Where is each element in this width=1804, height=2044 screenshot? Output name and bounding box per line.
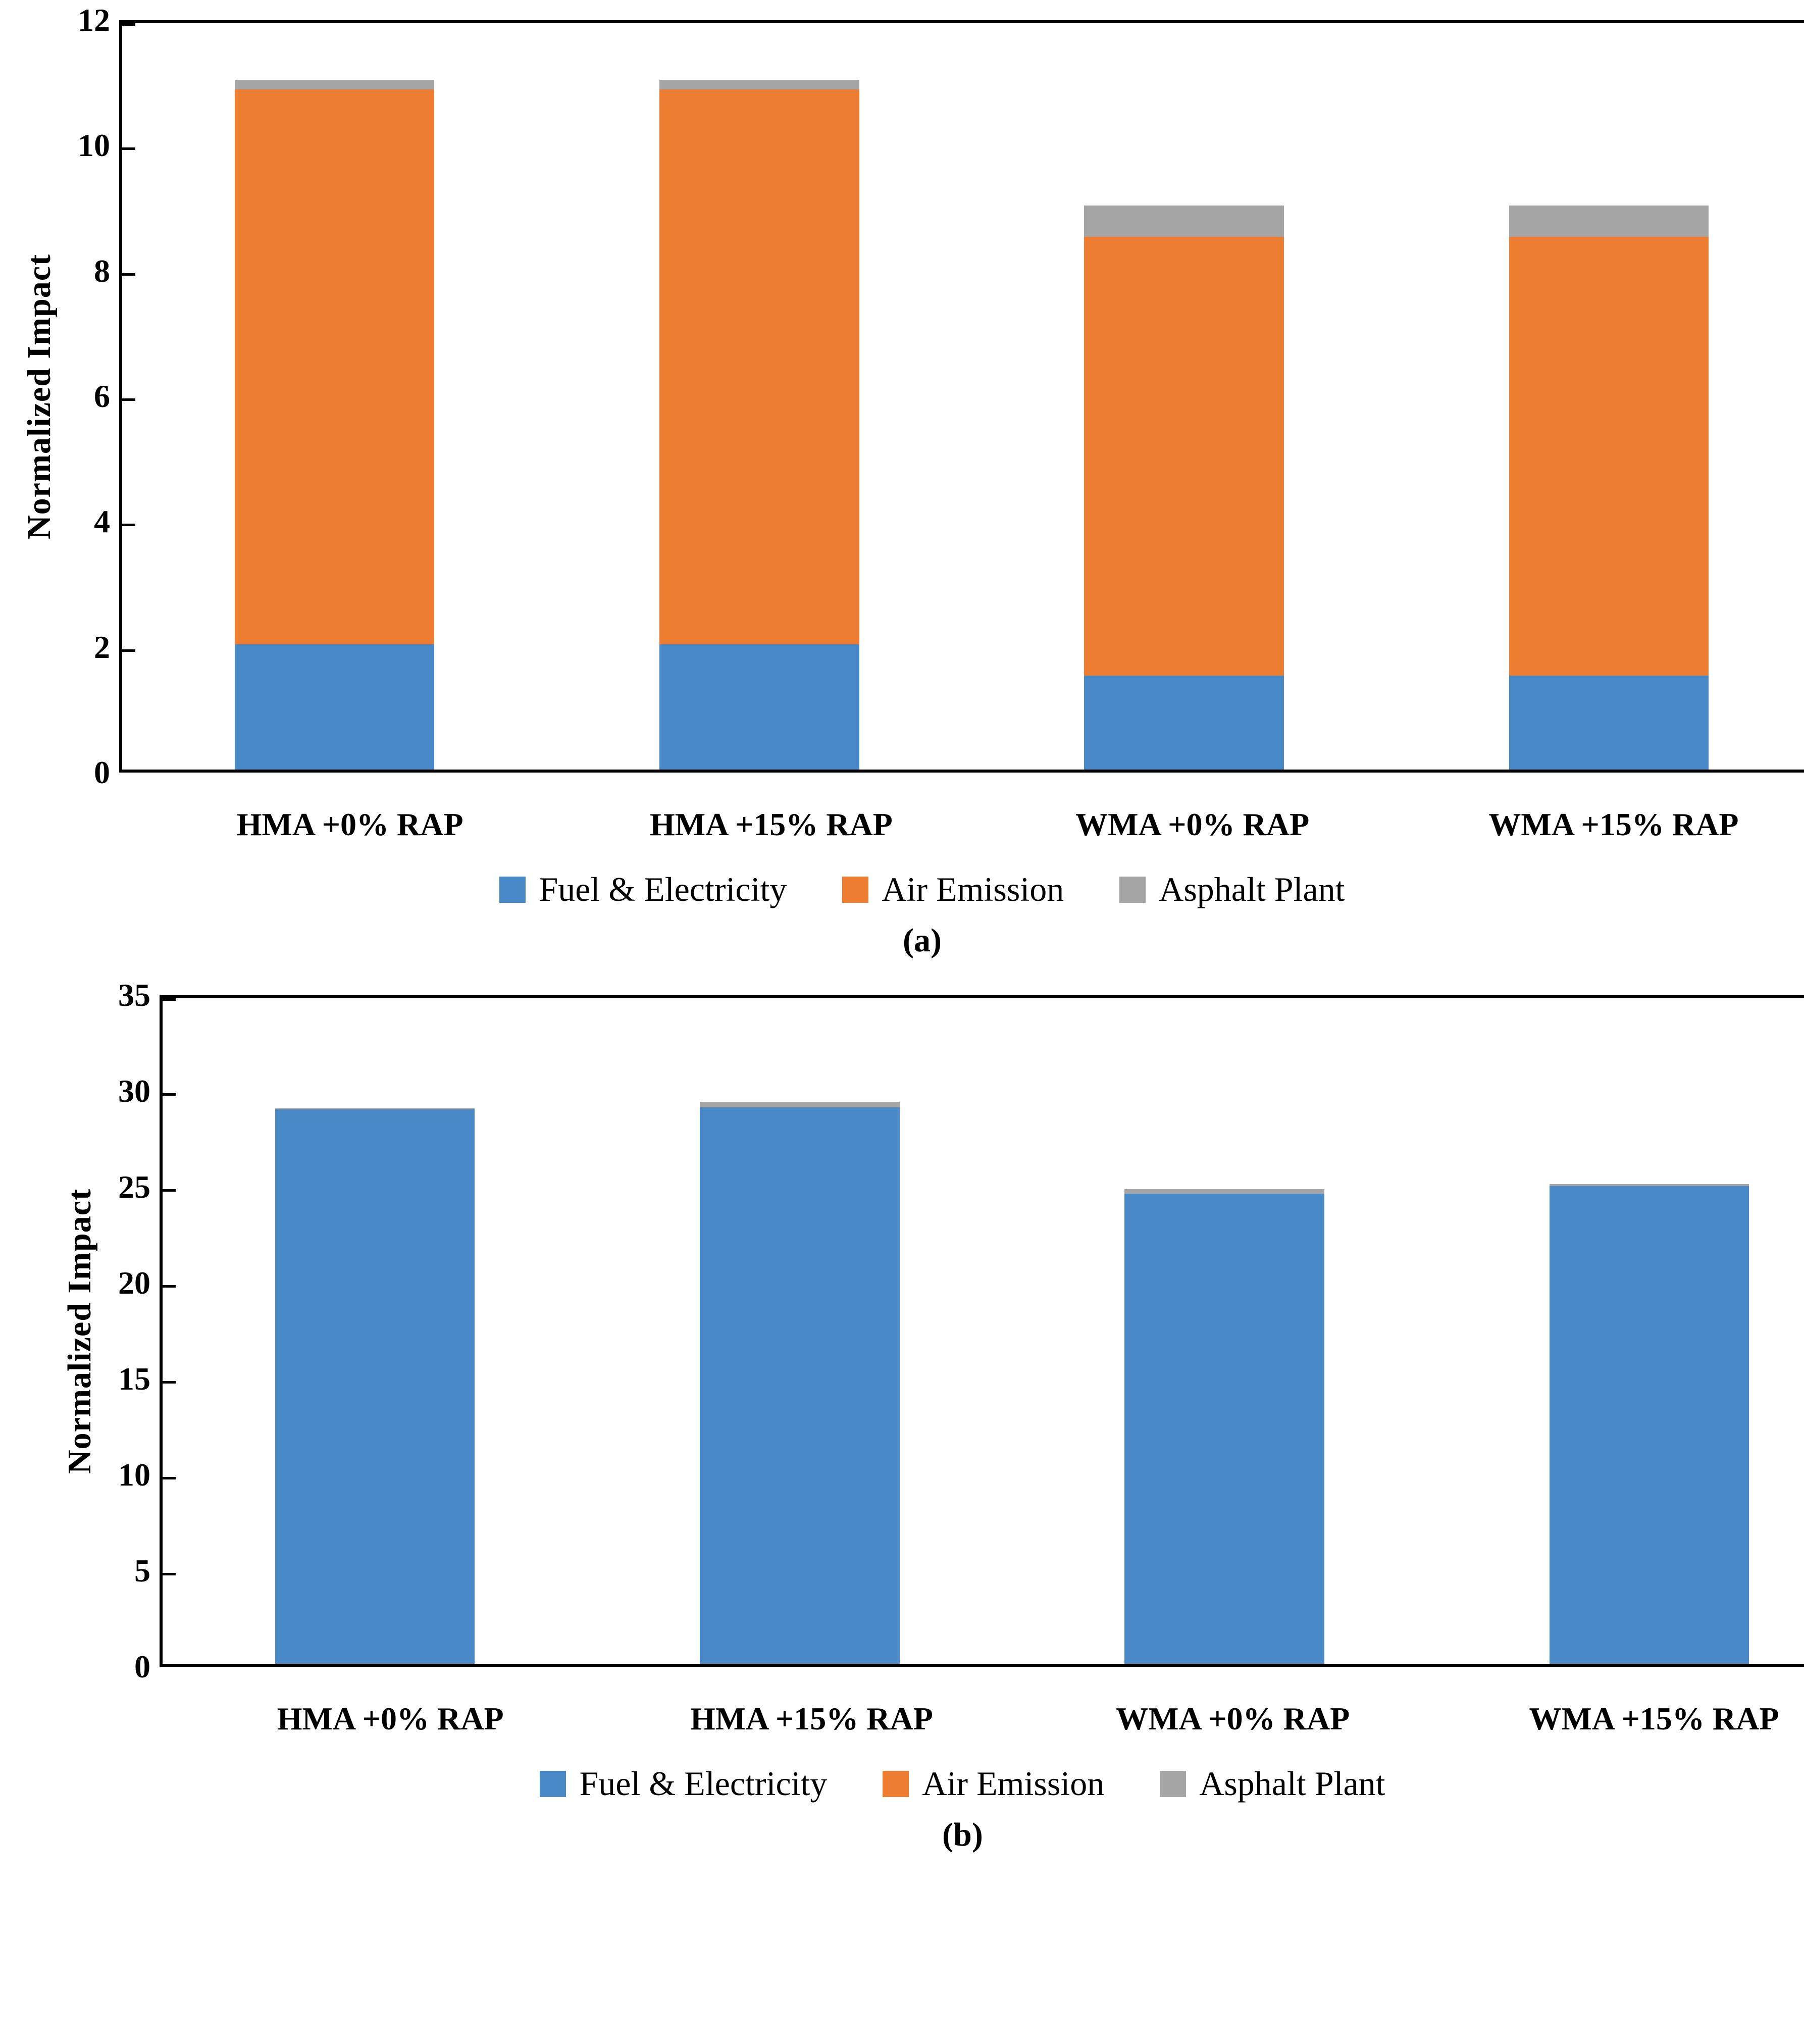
stacked-bar-chart-a	[0, 0, 1804, 960]
y-tick-mark	[163, 1285, 176, 1288]
legend-item[interactable]	[499, 870, 787, 909]
bar-segment[interactable]	[1550, 1186, 1749, 1664]
y-tick-label: 25	[118, 1169, 150, 1205]
category-label: HMA +15% RAP	[649, 806, 893, 842]
legend-item[interactable]	[1160, 1764, 1385, 1804]
chart-b-plot-wrap	[160, 995, 1804, 1687]
y-tick-mark	[163, 1189, 176, 1192]
y-axis-ticks-b	[99, 977, 160, 1687]
y-tick-mark	[163, 1573, 176, 1575]
chart-a-plot-wrap	[119, 20, 1804, 793]
stacked-bar[interactable]	[1550, 1184, 1749, 1664]
legend-swatch-icon	[1119, 877, 1146, 903]
stacked-bar[interactable]	[1509, 206, 1709, 770]
category-label: HMA +0% RAP	[277, 1701, 504, 1736]
y-tick-label: 30	[118, 1073, 150, 1109]
legend-label: Fuel & Electricity	[539, 870, 787, 908]
legend-label: Asphalt Plant	[1159, 870, 1345, 908]
y-tick-label: 8	[94, 252, 110, 289]
y-tick-label: 2	[94, 629, 110, 665]
chart-b-legend	[61, 1764, 1804, 1804]
bar-segment[interactable]	[700, 1107, 899, 1664]
legend-label: Air Emission	[882, 870, 1064, 908]
stacked-bar[interactable]	[659, 80, 859, 770]
bar-segment[interactable]	[235, 80, 434, 89]
bar-slot	[587, 998, 1012, 1664]
y-tick-mark	[122, 273, 135, 276]
y-tick-mark	[122, 398, 135, 401]
y-tick-label: 20	[118, 1265, 150, 1301]
category-label: WMA +0% RAP	[1116, 1701, 1350, 1736]
y-tick-mark	[163, 1381, 176, 1384]
legend-swatch-icon	[1160, 1771, 1186, 1797]
stacked-bar[interactable]	[1084, 206, 1283, 770]
chart-b-caption: (b)	[942, 1816, 983, 1853]
y-tick-label: 0	[94, 754, 110, 790]
legend-swatch-icon	[499, 877, 526, 903]
chart-a-plot-box	[119, 20, 1804, 773]
chart-b-plot-area	[61, 977, 1804, 1687]
y-tick-label: 35	[118, 977, 150, 1013]
category-label: WMA +0% RAP	[1075, 806, 1310, 842]
bar-segment[interactable]	[1084, 676, 1283, 770]
bar-slot	[547, 23, 971, 770]
chart-b-bars	[163, 998, 1804, 1664]
legend-item[interactable]	[540, 1764, 827, 1804]
chart-a-legend	[20, 870, 1804, 909]
stacked-bar[interactable]	[275, 1108, 475, 1664]
stacked-bar[interactable]	[235, 80, 434, 770]
legend-item[interactable]	[883, 1764, 1104, 1804]
legend-item[interactable]	[1119, 870, 1345, 909]
y-tick-label: 15	[118, 1361, 150, 1397]
bar-slot	[972, 23, 1397, 770]
bar-slot	[163, 998, 587, 1664]
bar-segment[interactable]	[235, 89, 434, 644]
legend-label: Fuel & Electricity	[579, 1764, 828, 1803]
y-tick-label: 4	[94, 503, 110, 540]
chart-a-bars	[122, 23, 1804, 770]
bar-segment[interactable]	[659, 80, 859, 89]
bar-slot	[1397, 23, 1804, 770]
bar-segment[interactable]	[1509, 206, 1709, 237]
bar-segment[interactable]	[1124, 1189, 1324, 1194]
legend-swatch-icon	[842, 877, 868, 903]
legend-label: Asphalt Plant	[1199, 1764, 1385, 1803]
y-tick-mark	[163, 1477, 176, 1479]
bar-slot	[122, 23, 547, 770]
y-axis-ticks-a	[59, 2, 119, 793]
y-tick-label: 12	[78, 2, 110, 38]
y-tick-mark	[163, 998, 176, 1001]
y-tick-mark	[122, 524, 135, 526]
y-axis-title-a: Normalized Impact	[21, 253, 58, 539]
bar-segment[interactable]	[1509, 237, 1709, 676]
legend-label: Air Emission	[922, 1764, 1105, 1803]
y-tick-mark	[122, 23, 135, 26]
legend-swatch-icon	[883, 1771, 909, 1797]
chart-b-plot-box	[160, 995, 1804, 1667]
y-tick-label: 0	[134, 1649, 150, 1684]
bar-segment[interactable]	[1124, 1194, 1324, 1664]
y-tick-label: 5	[134, 1553, 150, 1589]
bar-segment[interactable]	[659, 644, 859, 770]
bar-segment[interactable]	[275, 1109, 475, 1664]
bar-segment[interactable]	[235, 644, 434, 770]
stacked-bar-chart-b	[0, 960, 1804, 1854]
stacked-bar[interactable]	[700, 1102, 899, 1664]
stacked-bar[interactable]	[1124, 1189, 1324, 1664]
chart-a-category-labels	[139, 806, 1804, 843]
y-axis-title-b: Normalized Impact	[61, 1188, 98, 1474]
chart-a-plot-area	[20, 2, 1804, 793]
chart-b-category-labels	[180, 1700, 1804, 1738]
legend-item[interactable]	[842, 870, 1064, 909]
bar-slot	[1012, 998, 1437, 1664]
y-tick-label: 6	[94, 378, 110, 414]
category-label: WMA +15% RAP	[1529, 1701, 1779, 1736]
bar-segment[interactable]	[1084, 237, 1283, 676]
category-label: WMA +15% RAP	[1488, 806, 1739, 842]
y-tick-mark	[122, 649, 135, 652]
bar-segment[interactable]	[659, 89, 859, 644]
category-label: HMA +0% RAP	[236, 806, 463, 842]
y-tick-label: 10	[78, 127, 110, 164]
y-tick-mark	[163, 1093, 176, 1096]
chart-a-caption: (a)	[903, 922, 942, 959]
y-tick-label: 10	[118, 1457, 150, 1493]
bar-segment[interactable]	[700, 1102, 899, 1107]
y-tick-mark	[122, 147, 135, 150]
bar-slot	[1437, 998, 1804, 1664]
legend-swatch-icon	[540, 1771, 566, 1797]
category-label: HMA +15% RAP	[690, 1701, 933, 1736]
bar-segment[interactable]	[1509, 676, 1709, 770]
bar-segment[interactable]	[1084, 206, 1283, 237]
